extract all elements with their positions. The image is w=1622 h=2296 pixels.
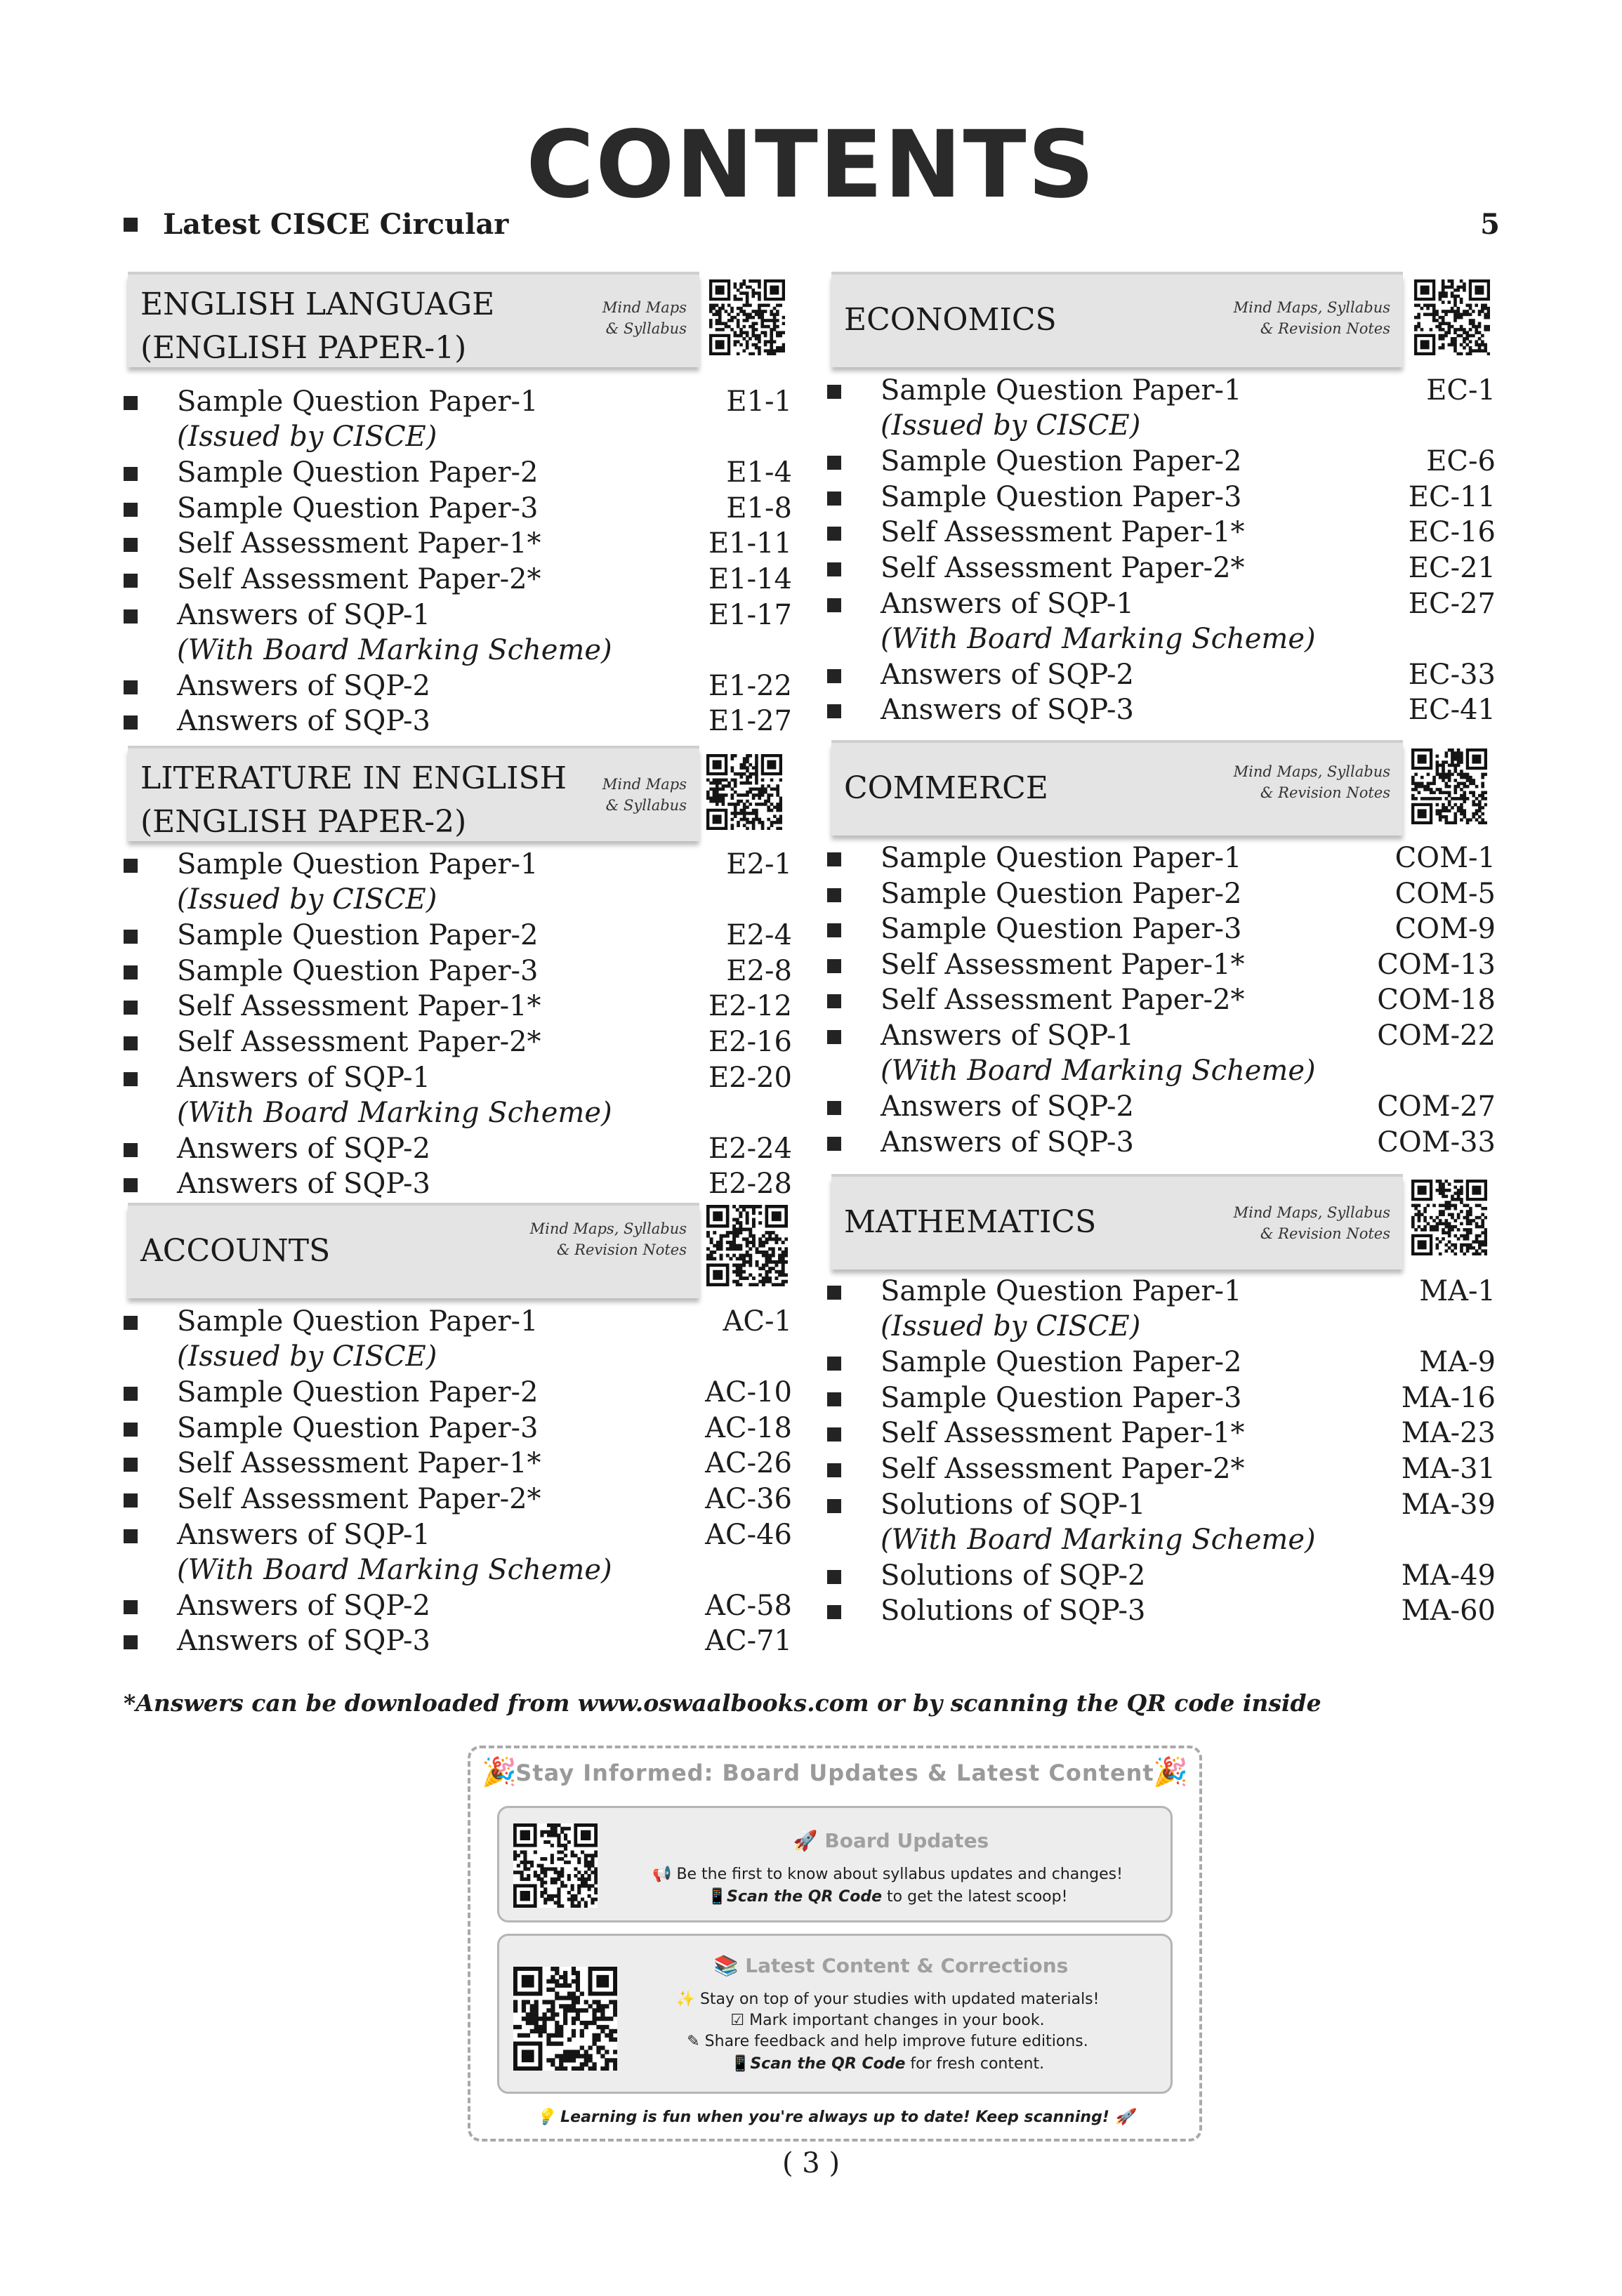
board-updates-line1-text: Be the first to know about syllabus updates and changes!	[676, 1866, 1123, 1883]
square-bullet-icon	[827, 1357, 841, 1371]
qr-code-icon[interactable]	[513, 1823, 598, 1908]
light-bulb-icon: 💡	[536, 2109, 555, 2126]
section-title-line1: LITERATURE IN ENGLISH	[140, 760, 567, 796]
toc-entry[interactable]	[827, 1089, 1496, 1124]
toc-entry-page: E1-11	[708, 527, 792, 560]
toc-entry-page: E1-22	[708, 669, 792, 702]
toc-entry-page: EC-16	[1408, 516, 1496, 549]
section-header-literature	[128, 746, 699, 841]
qr-pattern	[706, 754, 782, 830]
qr-code-icon[interactable]	[1411, 748, 1487, 824]
toc-entry[interactable]	[827, 982, 1496, 1017]
toc-entry-label: Sample Question Paper-1	[177, 848, 539, 880]
toc-entry-label: Sample Question Paper-2	[177, 1376, 539, 1409]
toc-entry-label: Sample Question Paper-2	[881, 877, 1242, 910]
square-bullet-icon	[827, 1427, 841, 1441]
toc-entry-label: Sample Question Paper-1	[881, 1275, 1242, 1307]
toc-entry[interactable]	[124, 1375, 792, 1410]
toc-entry[interactable]	[124, 598, 792, 666]
toc-entry-label: Self Assessment Paper-1*	[881, 516, 1245, 549]
toc-entry[interactable]	[827, 840, 1496, 876]
toc-entry-page: EC-41	[1408, 694, 1496, 727]
toc-entry-page: AC-1	[723, 1305, 792, 1338]
toc-entry-page: E2-4	[726, 919, 792, 952]
stay-informed-box	[468, 1746, 1202, 2142]
mm-line1: Mind Maps, Syllabus	[1233, 299, 1390, 316]
toc-entry-page: EC-27	[1408, 587, 1496, 620]
section-title: ACCOUNTS	[140, 1233, 331, 1269]
toc-entry-note: (Issued by CISCE)	[177, 1340, 437, 1373]
toc-entry[interactable]	[827, 1380, 1496, 1416]
toc-entry-label: Self Assessment Paper-2*	[881, 984, 1245, 1017]
toc-entry-label: Self Assessment Paper-1*	[177, 990, 541, 1023]
toc-entry-label: Answers of SQP-2	[177, 1132, 430, 1165]
section-title-line2: (ENGLISH PAPER-2)	[140, 804, 467, 840]
toc-entry-page: E1-8	[726, 491, 792, 524]
toc-entry-page: COM-27	[1377, 1090, 1496, 1123]
section-header-accounts	[128, 1203, 699, 1298]
square-bullet-icon	[124, 503, 138, 517]
toc-entry[interactable]	[124, 989, 792, 1024]
toc-entry[interactable]	[124, 384, 792, 453]
square-bullet-icon	[124, 859, 138, 873]
phone-icon: 📱	[730, 2055, 751, 2073]
square-bullet-icon	[124, 1001, 138, 1015]
square-bullet-icon	[827, 1570, 841, 1584]
promo-footer	[470, 2109, 1199, 2126]
megaphone-icon: 📢	[652, 1866, 672, 1883]
toc-entry-label: Answers of SQP-2	[177, 669, 430, 702]
square-bullet-icon	[124, 1387, 138, 1401]
toc-entry-note: (With Board Marking Scheme)	[881, 1055, 1316, 1087]
section-title-line2: (ENGLISH PAPER-1)	[140, 330, 467, 366]
mm-line1: Mind Maps	[602, 776, 687, 793]
mm-line2: & Syllabus	[605, 797, 687, 814]
toc-entry-label: Self Assessment Paper-1*	[881, 948, 1245, 981]
toc-entry-page: COM-33	[1377, 1126, 1496, 1159]
toc-entry-label: Sample Question Paper-3	[881, 480, 1242, 513]
sparkle-icon: ✨	[675, 1991, 695, 2008]
toc-entry-page: E2-20	[708, 1061, 792, 1094]
toc-entry[interactable]	[827, 876, 1496, 911]
latest-content-line2-text: Mark important changes in your book.	[749, 2012, 1045, 2029]
latest-content-line3-text: Share feedback and help improve future editions.	[704, 2033, 1088, 2050]
toc-entry-label: Sample Question Paper-3	[881, 913, 1242, 946]
toc-entry[interactable]	[827, 1593, 1496, 1628]
square-bullet-icon	[827, 994, 841, 1008]
toc-entry-label: Self Assessment Paper-2*	[177, 1026, 541, 1058]
mm-line2: & Revision Notes	[556, 1241, 687, 1258]
board-updates-title	[612, 1829, 1171, 1852]
toc-entry-note: (With Board Marking Scheme)	[177, 1096, 612, 1129]
square-bullet-icon	[124, 396, 138, 410]
square-bullet-icon	[827, 598, 841, 612]
toc-entry-label: Answers of SQP-3	[881, 1126, 1134, 1159]
square-bullet-icon	[124, 680, 138, 694]
toc-entry[interactable]	[124, 668, 792, 704]
toc-entry-label: Self Assessment Paper-2*	[177, 563, 541, 595]
latest-content-line3	[605, 2033, 1171, 2050]
toc-entry-page: COM-5	[1394, 877, 1496, 910]
toc-entry-label: Answers of SQP-1	[177, 1518, 430, 1551]
section-title	[140, 757, 567, 844]
mind-maps-label	[530, 1218, 687, 1260]
toc-entry[interactable]	[827, 657, 1496, 692]
toc-entry[interactable]	[124, 1060, 792, 1129]
toc-entry[interactable]	[827, 586, 1496, 655]
toc-entry[interactable]	[124, 1482, 792, 1517]
toc-entry-note: (With Board Marking Scheme)	[881, 1523, 1316, 1556]
toc-entry[interactable]	[124, 1446, 792, 1481]
qr-code-icon[interactable]	[1411, 1180, 1487, 1255]
toc-entry[interactable]	[827, 1558, 1496, 1593]
qr-pattern	[513, 1823, 598, 1908]
latest-content-line2	[605, 2012, 1171, 2029]
qr-pattern	[1414, 279, 1490, 355]
section-title: COMMERCE	[844, 770, 1048, 806]
square-bullet-icon	[124, 1458, 138, 1472]
toc-entry-note: (Issued by CISCE)	[881, 1310, 1141, 1342]
square-bullet-icon	[124, 1178, 138, 1192]
qr-pattern	[1411, 1180, 1487, 1255]
toc-entry[interactable]	[827, 515, 1496, 550]
qr-code-icon[interactable]	[1414, 279, 1490, 355]
square-bullet-icon	[124, 218, 138, 232]
square-bullet-icon	[124, 1635, 138, 1649]
square-bullet-icon	[124, 1600, 138, 1614]
toc-entry-label: Self Assessment Paper-1*	[177, 527, 541, 560]
latest-content-title	[612, 1954, 1171, 1977]
toc-entry-label: Answers of SQP-3	[177, 705, 430, 738]
qr-code-icon[interactable]	[709, 279, 785, 355]
section-header-english-language	[128, 272, 699, 367]
square-bullet-icon	[827, 959, 841, 973]
square-bullet-icon	[124, 965, 138, 979]
square-bullet-icon	[124, 609, 138, 624]
party-popper-icon: 🎉	[1153, 1756, 1188, 1788]
rocket-icon: 🚀	[1114, 2109, 1134, 2126]
mm-line2: & Revision Notes	[1260, 320, 1390, 337]
toc-entry-label: Answers of SQP-3	[177, 1625, 430, 1658]
phone-icon: 📱	[707, 1888, 727, 1906]
toc-entry-label: Sample Question Paper-2	[881, 1346, 1242, 1379]
square-bullet-icon	[124, 574, 138, 588]
square-bullet-icon	[124, 930, 138, 944]
toc-entry[interactable]	[827, 1274, 1496, 1342]
toc-entry-page: AC-46	[705, 1518, 792, 1551]
toc-entry-note: (With Board Marking Scheme)	[177, 633, 612, 666]
mind-maps-label	[602, 297, 687, 339]
square-bullet-icon	[827, 852, 841, 866]
toc-entry-label: Self Assessment Paper-2*	[177, 1483, 541, 1515]
board-updates-line2-text: to get the latest scoop!	[882, 1888, 1068, 1906]
square-bullet-icon	[827, 385, 841, 399]
toc-entry-page: E1-1	[726, 385, 792, 418]
toc-entry-page: COM-1	[1394, 842, 1496, 874]
toc-entry[interactable]	[827, 1345, 1496, 1380]
toc-entry-page: E2-8	[726, 954, 792, 987]
toc-entry-note: (Issued by CISCE)	[177, 883, 437, 916]
square-bullet-icon	[827, 888, 841, 902]
toc-entry[interactable]	[827, 911, 1496, 946]
toc-entry-note: (Issued by CISCE)	[177, 421, 437, 453]
mm-line2: & Syllabus	[605, 320, 687, 337]
square-bullet-icon	[124, 1036, 138, 1050]
toc-entry-label: Sample Question Paper-2	[177, 456, 539, 489]
toc-entry-page: EC-1	[1426, 374, 1496, 407]
books-icon: 📚	[713, 1954, 739, 1977]
qr-pattern	[709, 279, 785, 355]
mind-maps-label	[1234, 297, 1390, 339]
square-bullet-icon	[827, 562, 841, 576]
square-bullet-icon	[124, 1072, 138, 1086]
toc-entry-label: Answers of SQP-1	[177, 598, 430, 631]
mm-line1: Mind Maps	[602, 299, 687, 316]
toc-entry-page: AC-26	[705, 1447, 792, 1480]
toc-entry-label: Answers of SQP-1	[177, 1061, 430, 1094]
circular-page: 5	[1480, 208, 1500, 241]
toc-entry[interactable]	[827, 1451, 1496, 1486]
toc-entry-page: COM-22	[1377, 1020, 1496, 1052]
toc-entry-page: AC-10	[705, 1376, 792, 1409]
mm-line2: & Revision Notes	[1260, 784, 1390, 801]
toc-entry-label: Sample Question Paper-1	[177, 1305, 539, 1338]
toc-entry-page: AC-58	[705, 1589, 792, 1622]
stay-informed-heading: Stay Informed: Board Updates & Latest Content	[515, 1760, 1154, 1786]
section-title-line1: ENGLISH LANGUAGE	[140, 286, 495, 322]
latest-content-line1	[605, 1991, 1171, 2008]
toc-entry-label: Answers of SQP-1	[881, 1020, 1134, 1052]
toc-entry-label: Answers of SQP-1	[881, 587, 1134, 620]
toc-entry[interactable]	[124, 1517, 792, 1586]
party-popper-icon: 🎉	[482, 1756, 517, 1788]
toc-entry-label: Answers of SQP-2	[881, 658, 1134, 691]
latest-content-line4	[605, 2055, 1171, 2073]
toc-entry-label: Answers of SQP-3	[881, 694, 1134, 727]
circular-entry[interactable]	[124, 204, 1500, 246]
square-bullet-icon	[124, 1493, 138, 1507]
qr-code-icon[interactable]	[706, 754, 782, 830]
toc-entry-page: MA-31	[1401, 1453, 1496, 1485]
toc-entry-page: E2-24	[708, 1132, 792, 1165]
square-bullet-icon	[827, 669, 841, 683]
footnote: *Answers can be downloaded from www.oswaalbooks.com or by scanning the QR code inside	[124, 1689, 1321, 1717]
qr-pattern	[1411, 748, 1487, 824]
scan-qr-bold: Scan the QR Code	[750, 2055, 906, 2073]
square-bullet-icon	[827, 1030, 841, 1044]
scan-qr-bold: Scan the QR Code	[726, 1888, 883, 1906]
toc-entry[interactable]	[124, 918, 792, 953]
toc-entry-page: COM-9	[1394, 913, 1496, 946]
square-bullet-icon	[827, 456, 841, 470]
toc-entry-page: MA-9	[1419, 1346, 1496, 1379]
square-bullet-icon	[124, 1529, 138, 1543]
square-bullet-icon	[827, 491, 841, 506]
toc-entry-page: MA-23	[1401, 1417, 1496, 1450]
mm-line2: & Revision Notes	[1260, 1225, 1390, 1242]
toc-entry[interactable]	[124, 954, 792, 989]
square-bullet-icon	[827, 1463, 841, 1477]
toc-entry[interactable]	[124, 1166, 792, 1201]
section-title: MATHEMATICS	[844, 1204, 1097, 1240]
board-updates-line2	[605, 1888, 1171, 1906]
square-bullet-icon	[124, 467, 138, 481]
toc-entry-page: MA-60	[1401, 1595, 1496, 1628]
toc-entry-page: E1-27	[708, 705, 792, 738]
square-bullet-icon	[124, 1143, 138, 1157]
toc-entry-page: MA-49	[1401, 1559, 1496, 1592]
toc-entry[interactable]	[827, 947, 1496, 982]
circular-label: Latest CISCE Circular	[163, 208, 509, 241]
rocket-icon: 🚀	[793, 1829, 818, 1852]
toc-entry-page: E2-16	[708, 1026, 792, 1058]
latest-content-line1-text: Stay on top of your studies with updated materials!	[699, 1991, 1100, 2008]
toc-entry-label: Answers of SQP-3	[177, 1168, 430, 1201]
toc-entry-label: Self Assessment Paper-1*	[881, 1417, 1245, 1450]
toc-entry-label: Self Assessment Paper-1*	[177, 1447, 541, 1480]
toc-entry-note: (Issued by CISCE)	[881, 409, 1141, 442]
toc-entry-page: E2-1	[726, 848, 792, 880]
check-icon: ☑	[730, 2012, 745, 2029]
toc-entry[interactable]	[124, 455, 792, 490]
toc-entry-page: MA-39	[1401, 1488, 1496, 1521]
toc-entry-note: (With Board Marking Scheme)	[881, 622, 1316, 655]
toc-entry[interactable]	[827, 692, 1496, 727]
toc-entry[interactable]	[124, 1623, 792, 1658]
toc-entry-page: AC-71	[705, 1625, 792, 1658]
toc-entry-page: E1-17	[708, 598, 792, 631]
section-title	[140, 283, 494, 370]
pencil-icon: ✎	[687, 2033, 700, 2050]
section-title: ECONOMICS	[844, 302, 1057, 338]
toc-entry-page: COM-13	[1377, 948, 1496, 981]
section-header-mathematics	[831, 1174, 1403, 1269]
toc-entry-page: E1-4	[726, 456, 792, 489]
square-bullet-icon	[827, 923, 841, 937]
square-bullet-icon	[827, 1137, 841, 1151]
toc-entry-label: Sample Question Paper-3	[881, 1381, 1242, 1414]
toc-entry-label: Sample Question Paper-3	[177, 954, 539, 987]
square-bullet-icon	[827, 1286, 841, 1300]
qr-code-icon[interactable]	[706, 1205, 788, 1286]
board-updates-line1	[605, 1866, 1171, 1883]
square-bullet-icon	[124, 715, 138, 730]
page-number: ( 3 )	[782, 2147, 840, 2179]
toc-entry[interactable]	[827, 444, 1496, 479]
toc-entry-label: Self Assessment Paper-2*	[881, 1453, 1245, 1485]
square-bullet-icon	[124, 1423, 138, 1437]
toc-entry[interactable]	[124, 1304, 792, 1373]
toc-entry[interactable]	[124, 847, 792, 916]
toc-entry[interactable]	[124, 1131, 792, 1166]
toc-entry-label: Solutions of SQP-2	[881, 1559, 1146, 1592]
toc-entry[interactable]	[124, 562, 792, 597]
toc-entry-page: E1-14	[708, 563, 792, 595]
toc-entry-label: Sample Question Paper-3	[177, 491, 539, 524]
qr-code-icon[interactable]	[513, 1967, 617, 2071]
toc-entry-label: Sample Question Paper-1	[881, 842, 1242, 874]
latest-content-line4-text: for fresh content.	[905, 2055, 1045, 2073]
toc-entry[interactable]	[124, 1588, 792, 1623]
toc-entry-page: MA-16	[1401, 1381, 1496, 1414]
toc-entry-label: Sample Question Paper-2	[881, 445, 1242, 478]
toc-entry[interactable]	[827, 550, 1496, 586]
promo-footer-text: Learning is fun when you're always up to date! Keep scanning!	[560, 2109, 1109, 2126]
square-bullet-icon	[827, 527, 841, 541]
toc-entry-label: Answers of SQP-2	[881, 1090, 1134, 1123]
toc-entry-label: Solutions of SQP-3	[881, 1595, 1146, 1628]
toc-entry[interactable]	[827, 480, 1496, 515]
square-bullet-icon	[827, 704, 841, 718]
toc-entry-note: (With Board Marking Scheme)	[177, 1553, 612, 1586]
board-updates-card	[497, 1806, 1173, 1922]
square-bullet-icon	[124, 1316, 138, 1330]
toc-entry-page: E2-12	[708, 990, 792, 1023]
page-title: CONTENTS	[526, 111, 1096, 219]
square-bullet-icon	[827, 1101, 841, 1115]
mind-maps-label	[1234, 761, 1390, 803]
toc-entry-label: Sample Question Paper-1	[881, 374, 1242, 407]
toc-entry-label: Sample Question Paper-1	[177, 385, 539, 418]
mm-line1: Mind Maps, Syllabus	[1233, 763, 1390, 780]
toc-entry-page: MA-1	[1419, 1275, 1496, 1307]
toc-entry[interactable]	[827, 373, 1496, 442]
toc-entry-page: EC-6	[1426, 445, 1496, 478]
toc-entry-page: E2-28	[708, 1168, 792, 1201]
toc-entry-page: EC-21	[1408, 552, 1496, 584]
toc-entry[interactable]	[124, 704, 792, 739]
toc-entry-label: Sample Question Paper-3	[177, 1411, 539, 1444]
qr-pattern	[513, 1967, 617, 2071]
mind-maps-label	[1234, 1202, 1390, 1244]
toc-entry-label: Self Assessment Paper-2*	[881, 552, 1245, 584]
square-bullet-icon	[827, 1499, 841, 1513]
toc-entry-page: AC-36	[705, 1483, 792, 1515]
toc-entry[interactable]	[124, 1024, 792, 1060]
section-header-commerce	[831, 740, 1403, 836]
toc-entry[interactable]	[124, 1411, 792, 1446]
square-bullet-icon	[124, 538, 138, 552]
toc-entry-page: EC-11	[1408, 480, 1496, 513]
toc-entry[interactable]	[827, 1125, 1496, 1160]
toc-entry-page: EC-33	[1408, 658, 1496, 691]
toc-entry-label: Solutions of SQP-1	[881, 1488, 1146, 1521]
toc-entry[interactable]	[827, 1487, 1496, 1556]
toc-entry[interactable]	[124, 526, 792, 561]
square-bullet-icon	[827, 1392, 841, 1406]
latest-content-card	[497, 1934, 1173, 2094]
mm-line1: Mind Maps, Syllabus	[1233, 1204, 1390, 1221]
toc-entry-page: AC-18	[705, 1411, 792, 1444]
section-header-economics	[831, 272, 1403, 367]
toc-entry[interactable]	[124, 491, 792, 526]
toc-entry-page: COM-18	[1377, 984, 1496, 1017]
toc-entry-label: Answers of SQP-2	[177, 1589, 430, 1622]
qr-pattern	[706, 1205, 788, 1286]
square-bullet-icon	[827, 1605, 841, 1619]
mm-line1: Mind Maps, Syllabus	[529, 1220, 687, 1237]
mind-maps-label	[602, 774, 687, 816]
toc-entry[interactable]	[827, 1018, 1496, 1087]
board-updates-title-text: Board Updates	[824, 1829, 989, 1852]
latest-content-title-text: Latest Content & Corrections	[745, 1954, 1069, 1977]
toc-entry[interactable]	[827, 1416, 1496, 1451]
toc-entry-label: Sample Question Paper-2	[177, 919, 539, 952]
